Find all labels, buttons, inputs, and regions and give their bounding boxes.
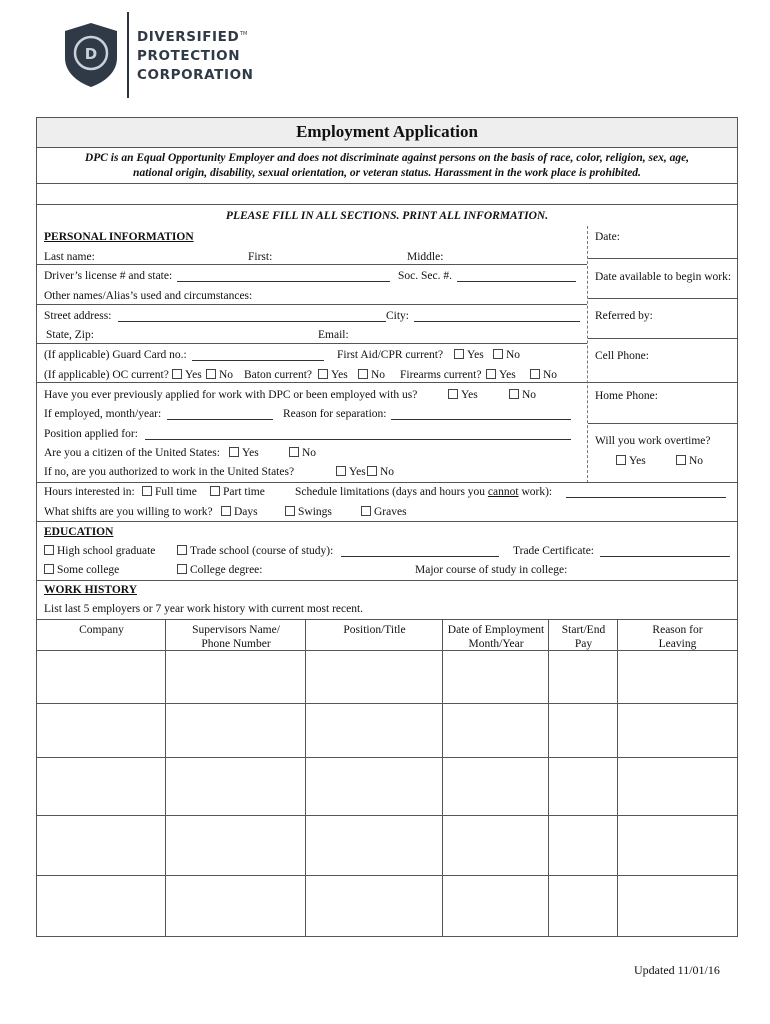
- work-history-heading: WORK HISTORY: [44, 584, 137, 596]
- divider: [37, 304, 587, 305]
- full-time-option[interactable]: Full time: [142, 486, 197, 498]
- baton-yes[interactable]: Yes: [318, 369, 348, 381]
- authorized-yes[interactable]: Yes: [336, 466, 366, 478]
- state-zip-label: State, Zip:: [46, 329, 94, 341]
- schedule-limitations-field[interactable]: [566, 487, 726, 498]
- reason-separation-label: Reason for separation:: [283, 408, 387, 420]
- first-aid-yes[interactable]: Yes: [454, 349, 484, 361]
- divider: [37, 183, 737, 184]
- firearms-no[interactable]: No: [530, 369, 557, 381]
- home-phone-label: Home Phone:: [595, 390, 658, 402]
- checkbox[interactable]: [177, 545, 187, 555]
- checkbox[interactable]: [336, 466, 346, 476]
- divider: [37, 343, 587, 344]
- eeo-statement: DPC is an Equal Opportunity Employer and does not discriminate against persons on the basis of race, color, religion, sex, age, national origin, disability, sexual orientation, or veteran status. Harassment in the work place is prohibited.: [84, 152, 690, 179]
- trade-certificate-label: Trade Certificate:: [513, 545, 595, 557]
- checkbox[interactable]: [221, 506, 231, 516]
- divider: [37, 147, 737, 148]
- checkbox[interactable]: [206, 369, 216, 379]
- overtime-yes[interactable]: Yes: [616, 455, 646, 467]
- checkbox[interactable]: [229, 447, 239, 457]
- if-employed-label: If employed, month/year:: [44, 408, 162, 420]
- hours-interested-label: Hours interested in:: [44, 486, 135, 498]
- baton-current-label: Baton current?: [244, 369, 313, 381]
- column-header-company: Company: [79, 624, 124, 636]
- last-name-label: Last name:: [44, 251, 95, 263]
- first-name-label: First:: [248, 251, 273, 263]
- table-row[interactable]: [37, 703, 737, 704]
- company-logo-text: DIVERSIFIED PROTECTION CORPORATION: [137, 29, 254, 83]
- overtime-label: Will you work overtime?: [595, 435, 711, 447]
- divider: [588, 382, 737, 383]
- divider: [37, 382, 587, 383]
- divider: [37, 580, 737, 581]
- table-row[interactable]: [37, 875, 737, 876]
- checkbox[interactable]: [616, 455, 626, 465]
- divider: [588, 298, 737, 299]
- trademark-mark: TM: [240, 31, 248, 37]
- middle-name-label: Middle:: [407, 251, 444, 263]
- form-title: Employment Application: [296, 122, 478, 141]
- checkbox[interactable]: [318, 369, 328, 379]
- column-header-date-of-employment: Date of Employment Month/Year: [447, 624, 545, 650]
- city-field[interactable]: [414, 311, 580, 322]
- divider: [37, 204, 737, 205]
- trade-school-option[interactable]: Trade school (course of study):: [177, 545, 333, 557]
- divider: [588, 338, 737, 339]
- part-time-option[interactable]: Part time: [210, 486, 265, 498]
- drivers-license-field[interactable]: [177, 271, 390, 282]
- checkbox[interactable]: [530, 369, 540, 379]
- guard-card-field[interactable]: [192, 350, 324, 361]
- position-applied-label: Position applied for:: [44, 428, 138, 440]
- date-available-label: Date available to begin work:: [595, 271, 732, 283]
- citizen-label: Are you a citizen of the United States:: [44, 447, 220, 459]
- checkbox[interactable]: [172, 369, 182, 379]
- some-college-option[interactable]: Some college: [44, 564, 119, 576]
- table-row[interactable]: [37, 757, 737, 758]
- divider: [37, 482, 737, 483]
- checkbox[interactable]: [44, 564, 54, 574]
- divider: [37, 521, 737, 522]
- checkbox[interactable]: [285, 506, 295, 516]
- previously-applied-yes[interactable]: Yes: [448, 389, 478, 401]
- checkbox[interactable]: [448, 389, 458, 399]
- days-option[interactable]: Days: [221, 506, 258, 518]
- citizen-yes[interactable]: Yes: [229, 447, 259, 459]
- table-column-line: [165, 619, 166, 936]
- table-column-line: [442, 619, 443, 936]
- instructions: PLEASE FILL IN ALL SECTIONS. PRINT ALL INFORMATION.: [225, 210, 549, 222]
- education-heading: EDUCATION: [44, 526, 114, 538]
- table-row[interactable]: [37, 650, 737, 651]
- column-header-supervisor: Supervisors Name/ Phone Number: [192, 624, 280, 650]
- authorized-no[interactable]: No: [367, 466, 394, 478]
- column-header-position: Position/Title: [343, 624, 406, 636]
- authorized-label: If no, are you authorized to work in the United States?: [44, 466, 295, 478]
- street-address-field[interactable]: [118, 311, 386, 322]
- divider: [37, 264, 587, 265]
- first-aid-label: First Aid/CPR current?: [337, 349, 444, 361]
- date-label: Date:: [595, 231, 620, 243]
- email-label: Email:: [318, 329, 349, 341]
- oc-no[interactable]: No: [206, 369, 233, 381]
- column-header-reason-leaving: Reason for Leaving: [652, 624, 703, 650]
- previously-applied-label: Have you ever previously applied for work with DPC or been employed with us?: [44, 389, 418, 401]
- oc-current-label: (If applicable) OC current?: [44, 369, 169, 381]
- guard-card-label: (If applicable) Guard Card no.:: [44, 349, 187, 361]
- overtime-no[interactable]: No: [676, 455, 703, 467]
- schedule-limitations-label: Schedule limitations (days and hours you cannot work):: [295, 486, 553, 498]
- cell-phone-label: Cell Phone:: [595, 350, 649, 362]
- checkbox[interactable]: [367, 466, 377, 476]
- checkbox[interactable]: [44, 545, 54, 555]
- checkbox[interactable]: [210, 486, 220, 496]
- checkbox[interactable]: [142, 486, 152, 496]
- table-column-line: [305, 619, 306, 936]
- personal-info-heading: PERSONAL INFORMATION: [44, 231, 194, 243]
- first-aid-no[interactable]: No: [493, 349, 520, 361]
- table-top: [37, 619, 737, 620]
- swings-option[interactable]: Swings: [285, 506, 332, 518]
- major-label: Major course of study in college:: [415, 564, 568, 576]
- checkbox[interactable]: [676, 455, 686, 465]
- column-header-pay: Start/End Pay: [561, 624, 606, 650]
- table-column-line: [548, 619, 549, 936]
- svg-text:D: D: [84, 45, 98, 63]
- checkbox[interactable]: [509, 389, 519, 399]
- if-employed-field[interactable]: [167, 409, 273, 420]
- checkbox[interactable]: [358, 369, 368, 379]
- column-divider: [587, 226, 588, 483]
- drivers-license-label: Driver’s license # and state:: [44, 270, 173, 282]
- college-degree-option[interactable]: College degree:: [177, 564, 262, 576]
- shifts-label: What shifts are you willing to work?: [44, 506, 213, 518]
- position-applied-field[interactable]: [145, 429, 571, 440]
- divider: [588, 423, 737, 424]
- company-logo-shield: [63, 22, 119, 88]
- logo-divider: [127, 12, 129, 98]
- street-address-label: Street address:: [44, 310, 112, 322]
- table-column-line: [617, 619, 618, 936]
- trade-school-field[interactable]: [341, 546, 499, 557]
- firearms-yes[interactable]: Yes: [486, 369, 516, 381]
- checkbox[interactable]: [177, 564, 187, 574]
- referred-by-label: Referred by:: [595, 310, 653, 322]
- checkbox[interactable]: [454, 349, 464, 359]
- oc-yes[interactable]: Yes: [172, 369, 202, 381]
- reason-separation-field[interactable]: [391, 409, 571, 420]
- soc-sec-field[interactable]: [457, 271, 576, 282]
- trade-certificate-field[interactable]: [600, 546, 730, 557]
- divider: [588, 258, 737, 259]
- table-row[interactable]: [37, 815, 737, 816]
- checkbox[interactable]: [289, 447, 299, 457]
- previously-applied-no[interactable]: No: [509, 389, 536, 401]
- firearms-current-label: Firearms current?: [400, 369, 482, 381]
- checkbox[interactable]: [493, 349, 503, 359]
- graves-option[interactable]: Graves: [361, 506, 407, 518]
- city-label: City:: [386, 310, 410, 322]
- citizen-no[interactable]: No: [289, 447, 316, 459]
- checkbox[interactable]: [361, 506, 371, 516]
- work-history-instruction: List last 5 employers or 7 year work history with current most recent.: [44, 603, 364, 615]
- other-names-label: Other names/Alias’s used and circumstances:: [44, 290, 253, 302]
- updated-date: Updated 11/01/16: [634, 963, 720, 977]
- soc-sec-label: Soc. Sec. #.: [398, 270, 452, 282]
- high-school-option[interactable]: High school graduate: [44, 545, 155, 557]
- checkbox[interactable]: [486, 369, 496, 379]
- baton-no[interactable]: No: [358, 369, 385, 381]
